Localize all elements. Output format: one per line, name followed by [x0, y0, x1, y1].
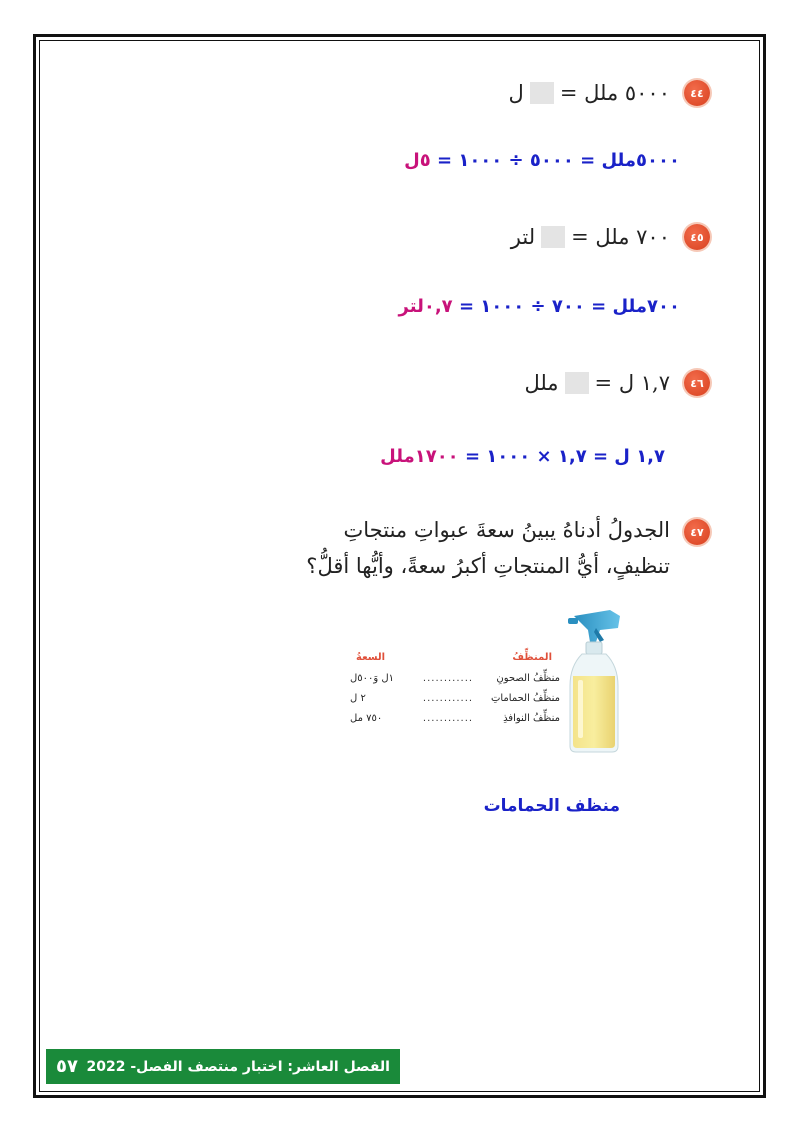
question-number-badge: ٤٧ — [684, 519, 710, 545]
answer-expression: ٧٠٠ملل = ٧٠٠ ÷ ١٠٠٠ = — [452, 296, 680, 317]
footer-banner — [46, 1049, 400, 1084]
question-line-2: تنظيفٍ، أيُّ المنتجاتِ أكبرُ سعةً، وأيُّها أقلُّ؟ — [306, 554, 670, 578]
table-row — [350, 668, 560, 688]
question-text — [511, 225, 670, 249]
table-row — [350, 688, 560, 708]
page-number: ٥٧ — [56, 1056, 78, 1077]
cleaner-name: منظِّفُ الحماماتِ — [490, 692, 560, 704]
table-header — [350, 652, 560, 663]
question-unit: ملل — [524, 371, 559, 395]
cleaner-name: منظِّفُ النوافذِ — [503, 712, 560, 724]
question-text — [509, 81, 670, 105]
answer-blank-box — [565, 372, 589, 394]
capacity-table — [350, 652, 560, 728]
question-number-badge: ٤٥ — [684, 224, 710, 250]
leader-dots: ............ — [422, 712, 474, 724]
question-left-part: ٥٠٠٠ ملل = — [559, 81, 670, 105]
answer-blank-box — [530, 82, 554, 104]
cleaner-capacity: ٢ ل — [350, 692, 366, 704]
question-text — [306, 515, 670, 581]
leader-dots: ............ — [422, 672, 474, 684]
question-unit: لتر — [510, 225, 536, 249]
answer-44 — [404, 150, 680, 171]
answer-expression: ٥٠٠٠ملل = ٥٠٠٠ ÷ ١٠٠٠ = — [430, 150, 680, 171]
question-number-badge: ٤٤ — [684, 80, 710, 106]
leader-dots: ............ — [422, 692, 474, 704]
question-unit: ل — [508, 81, 524, 105]
answer-47: منظف الحمامات — [483, 796, 620, 816]
answer-result: ٠,٧لتر — [398, 296, 453, 317]
cleaner-name: منظِّفُ الصحونِ — [496, 672, 560, 684]
answer-result: ٥ل — [404, 150, 431, 171]
spray-bottle-image — [560, 606, 634, 756]
question-number-badge: ٤٦ — [684, 370, 710, 396]
answer-expression: ١,٧ ل = ١,٧ × ١٠٠٠ = — [458, 446, 665, 467]
answer-blank-box — [541, 226, 565, 248]
answer-46 — [380, 446, 665, 467]
header-capacity: السعةُ — [356, 652, 386, 663]
question-44 — [509, 80, 710, 106]
question-left-part: ١,٧ ل = — [594, 371, 670, 395]
cleaner-capacity: ١ل وَ٥٠٠ل — [350, 672, 395, 684]
header-cleaner: المنظِّفُ — [512, 652, 552, 663]
question-47 — [306, 515, 710, 581]
question-left-part: ٧٠٠ ملل = — [571, 225, 670, 249]
question-line-1: الجدولُ أدناهُ يبينُ سعةَ عبواتِ منتجاتِ — [343, 518, 670, 542]
answer-45 — [399, 296, 680, 317]
question-text — [524, 371, 670, 395]
question-46 — [524, 370, 710, 396]
question-45 — [511, 224, 710, 250]
footer-chapter-text: الفصل العاشر: اختبار منتصف الفصل- 2022 — [86, 1058, 390, 1075]
table-row — [350, 708, 560, 728]
cleaner-capacity: ٧٥٠ مل — [350, 712, 383, 724]
answer-result: ١٧٠٠ملل — [380, 446, 459, 467]
